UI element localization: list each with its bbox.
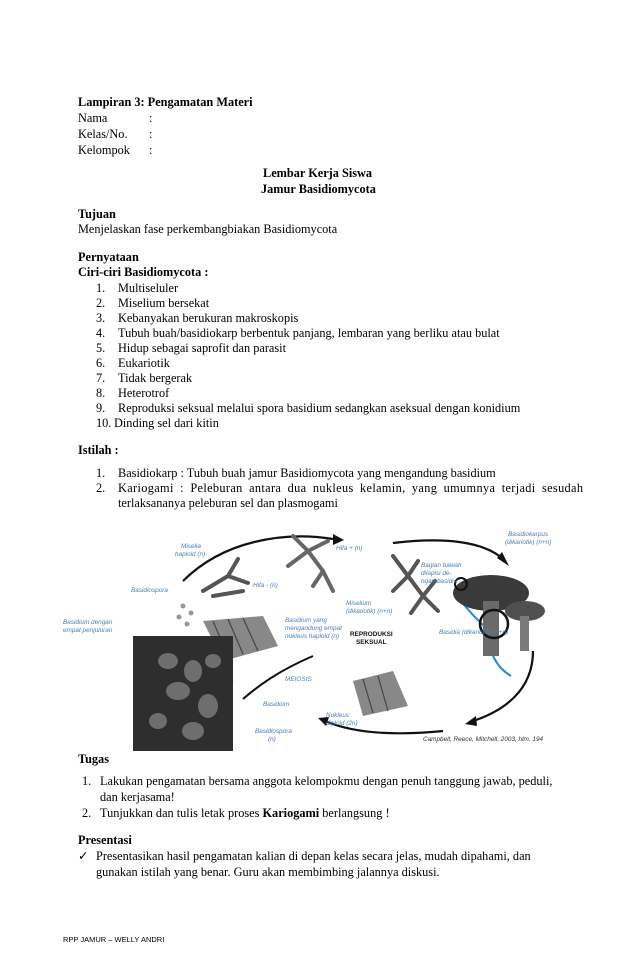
sheet-title-line1: Lembar Kerja Siswa bbox=[263, 166, 373, 180]
label-basidium-empat-2: empat penjuluran bbox=[63, 627, 113, 634]
istilah-item-continuation: terlaksananya peleburan sel dan plasmogami bbox=[118, 496, 338, 510]
tugas-item bbox=[82, 774, 552, 789]
list-item bbox=[96, 371, 192, 386]
field-nama-colon: : bbox=[149, 111, 153, 125]
label-basidium-nukleus-2: mengandung empat bbox=[285, 625, 342, 632]
basidiomycota-life-cycle-diagram bbox=[63, 521, 561, 751]
list-text: berlangsung ! bbox=[319, 806, 390, 820]
list-number: 3. bbox=[96, 311, 106, 325]
sheet-title-line2: Jamur Basidiomycota bbox=[261, 182, 376, 196]
list-text: Reproduksi seksual melalui spora basidium sedangkan aseksual dengan konidium bbox=[118, 401, 521, 415]
list-number: 2. bbox=[82, 806, 92, 820]
field-kelas-label: Kelas/No. bbox=[78, 127, 128, 141]
list-number: 5. bbox=[96, 341, 106, 355]
istilah-item bbox=[96, 466, 496, 481]
checkmark-icon: ✓ bbox=[78, 849, 89, 863]
list-text: Multiseluler bbox=[118, 281, 179, 295]
label-miselium: Miselium bbox=[346, 600, 372, 607]
list-number: 8. bbox=[96, 386, 106, 400]
presentasi-continuation: gunakan istilah yang benar. Guru akan membimbing jalannya diskusi. bbox=[96, 865, 440, 879]
label-basidiokarpus: Basidiokarpus bbox=[508, 531, 549, 538]
label-miselium-dikariotik: (dikariotik) (n+n) bbox=[346, 608, 393, 615]
label-bagian-2: dilapisi de- bbox=[421, 570, 452, 577]
tugas-item bbox=[82, 806, 390, 821]
list-number: 9. bbox=[96, 401, 106, 415]
list-item bbox=[96, 311, 298, 326]
label-haploid: haploid (n) bbox=[175, 551, 206, 558]
label-nukleus-1: Nukleus bbox=[326, 712, 350, 719]
list-text: Basidiokarp : Tubuh buah jamur Basidiomycota yang mengandung basidium bbox=[118, 466, 496, 480]
diagram-citation: Campbell, Reece, Mitchell, 2003, hlm. 194 bbox=[423, 736, 544, 743]
list-text: Kariogami : Peleburan antara dua nukleus kelamin, yang umumnya terjadi sesudah bbox=[118, 481, 584, 495]
presentasi-item bbox=[78, 849, 531, 864]
list-item bbox=[96, 341, 286, 356]
label-hifa-minus: Hifa - (n) bbox=[253, 582, 278, 589]
list-text: Miselium bersekat bbox=[118, 296, 210, 310]
list-item bbox=[96, 356, 170, 371]
list-number: 1. bbox=[82, 774, 92, 788]
label-basidium-empat-1: Basidium dengan bbox=[63, 619, 113, 626]
label-nukleus-2: diploid (2n) bbox=[326, 720, 358, 727]
tujuan-heading: Tujuan bbox=[78, 207, 116, 221]
label-reproduksi: REPRODUKSI bbox=[350, 631, 393, 638]
list-text: Hidup sebagai saprofit dan parasit bbox=[118, 341, 287, 355]
list-text: Dinding sel dari kitin bbox=[114, 416, 219, 430]
list-item bbox=[96, 401, 520, 416]
field-kelompok-label: Kelompok bbox=[78, 143, 130, 157]
label-basidiospora: Basidiospora bbox=[131, 587, 168, 594]
label-basidiospora-2: Basidiospora bbox=[255, 728, 292, 735]
label-bagian-3: ngan basidia bbox=[421, 578, 458, 585]
list-text: Presentasikan hasil pengamatan kalian di depan kelas secara jelas, mudah dipahami, dan bbox=[96, 849, 531, 863]
label-seksual: SEKSUAL bbox=[356, 639, 387, 646]
list-text: Tubuh buah/basidiokarp berbentuk panjang, lembaran yang berliku atau bulat bbox=[118, 326, 500, 340]
page-heading: Lampiran 3: Pengamatan Materi bbox=[78, 95, 253, 109]
list-text: Heterotrof bbox=[118, 386, 170, 400]
label-basidium: Basidium bbox=[263, 701, 290, 708]
list-item bbox=[96, 416, 219, 431]
label-basidium-nukleus-1: Basidium yang bbox=[285, 617, 327, 624]
list-number: 4. bbox=[96, 326, 106, 340]
label-meiosis: MEIOSIS bbox=[285, 676, 312, 683]
field-nama-label: Nama bbox=[78, 111, 108, 125]
tugas-heading: Tugas bbox=[78, 752, 109, 766]
list-text: Eukariotik bbox=[118, 356, 170, 370]
ciri-heading: Ciri-ciri Basidiomycota : bbox=[78, 265, 209, 279]
page-footer: RPP JAMUR – WELLY ANDRI bbox=[63, 935, 165, 944]
label-basidium-nukleus-3: nukleus haploid (n) bbox=[285, 633, 339, 640]
list-number: 7. bbox=[96, 371, 106, 385]
field-kelas-colon: : bbox=[149, 127, 153, 141]
pernyataan-heading: Pernyataan bbox=[78, 250, 139, 264]
list-number: 2. bbox=[96, 481, 106, 495]
label-basidiokarpus-dikariotik: (dikariotik) (n+n) bbox=[505, 539, 552, 546]
list-text: Lakukan pengamatan bersama anggota kelompokmu dengan penuh tanggung jawab, peduli, bbox=[100, 774, 553, 788]
list-item bbox=[96, 296, 209, 311]
list-item bbox=[96, 326, 500, 341]
presentasi-heading: Presentasi bbox=[78, 833, 132, 847]
tujuan-text: Menjelaskan fase perkembangbiakan Basidiomycota bbox=[78, 222, 338, 236]
label-basidiospora-2-n: (n) bbox=[268, 736, 276, 743]
list-text: Kebanyakan berukuran makroskopis bbox=[118, 311, 299, 325]
field-kelompok-colon: : bbox=[149, 143, 153, 157]
kariogami-emphasis: Kariogami bbox=[262, 806, 320, 820]
list-text: Tidak bergerak bbox=[118, 371, 193, 385]
label-basidia: Basidia (dikariotik) (n+n) bbox=[439, 629, 509, 636]
label-misella: Miselia bbox=[181, 543, 201, 550]
list-number: 1. bbox=[96, 466, 106, 480]
list-item bbox=[96, 281, 178, 296]
list-number: 1. bbox=[96, 281, 106, 295]
list-item bbox=[96, 386, 169, 401]
tugas-item-continuation: dan kerjasama! bbox=[100, 790, 175, 804]
label-bagian-1: Bagian bawah bbox=[421, 562, 462, 569]
istilah-heading: Istilah : bbox=[78, 443, 119, 457]
label-hifa-plus: Hifa + (n) bbox=[336, 545, 363, 552]
list-number: 6. bbox=[96, 356, 106, 370]
istilah-item bbox=[96, 481, 584, 496]
list-number: 2. bbox=[96, 296, 106, 310]
list-number: 10. bbox=[96, 416, 112, 430]
list-text: Tunjukkan dan tulis letak proses bbox=[100, 806, 263, 820]
